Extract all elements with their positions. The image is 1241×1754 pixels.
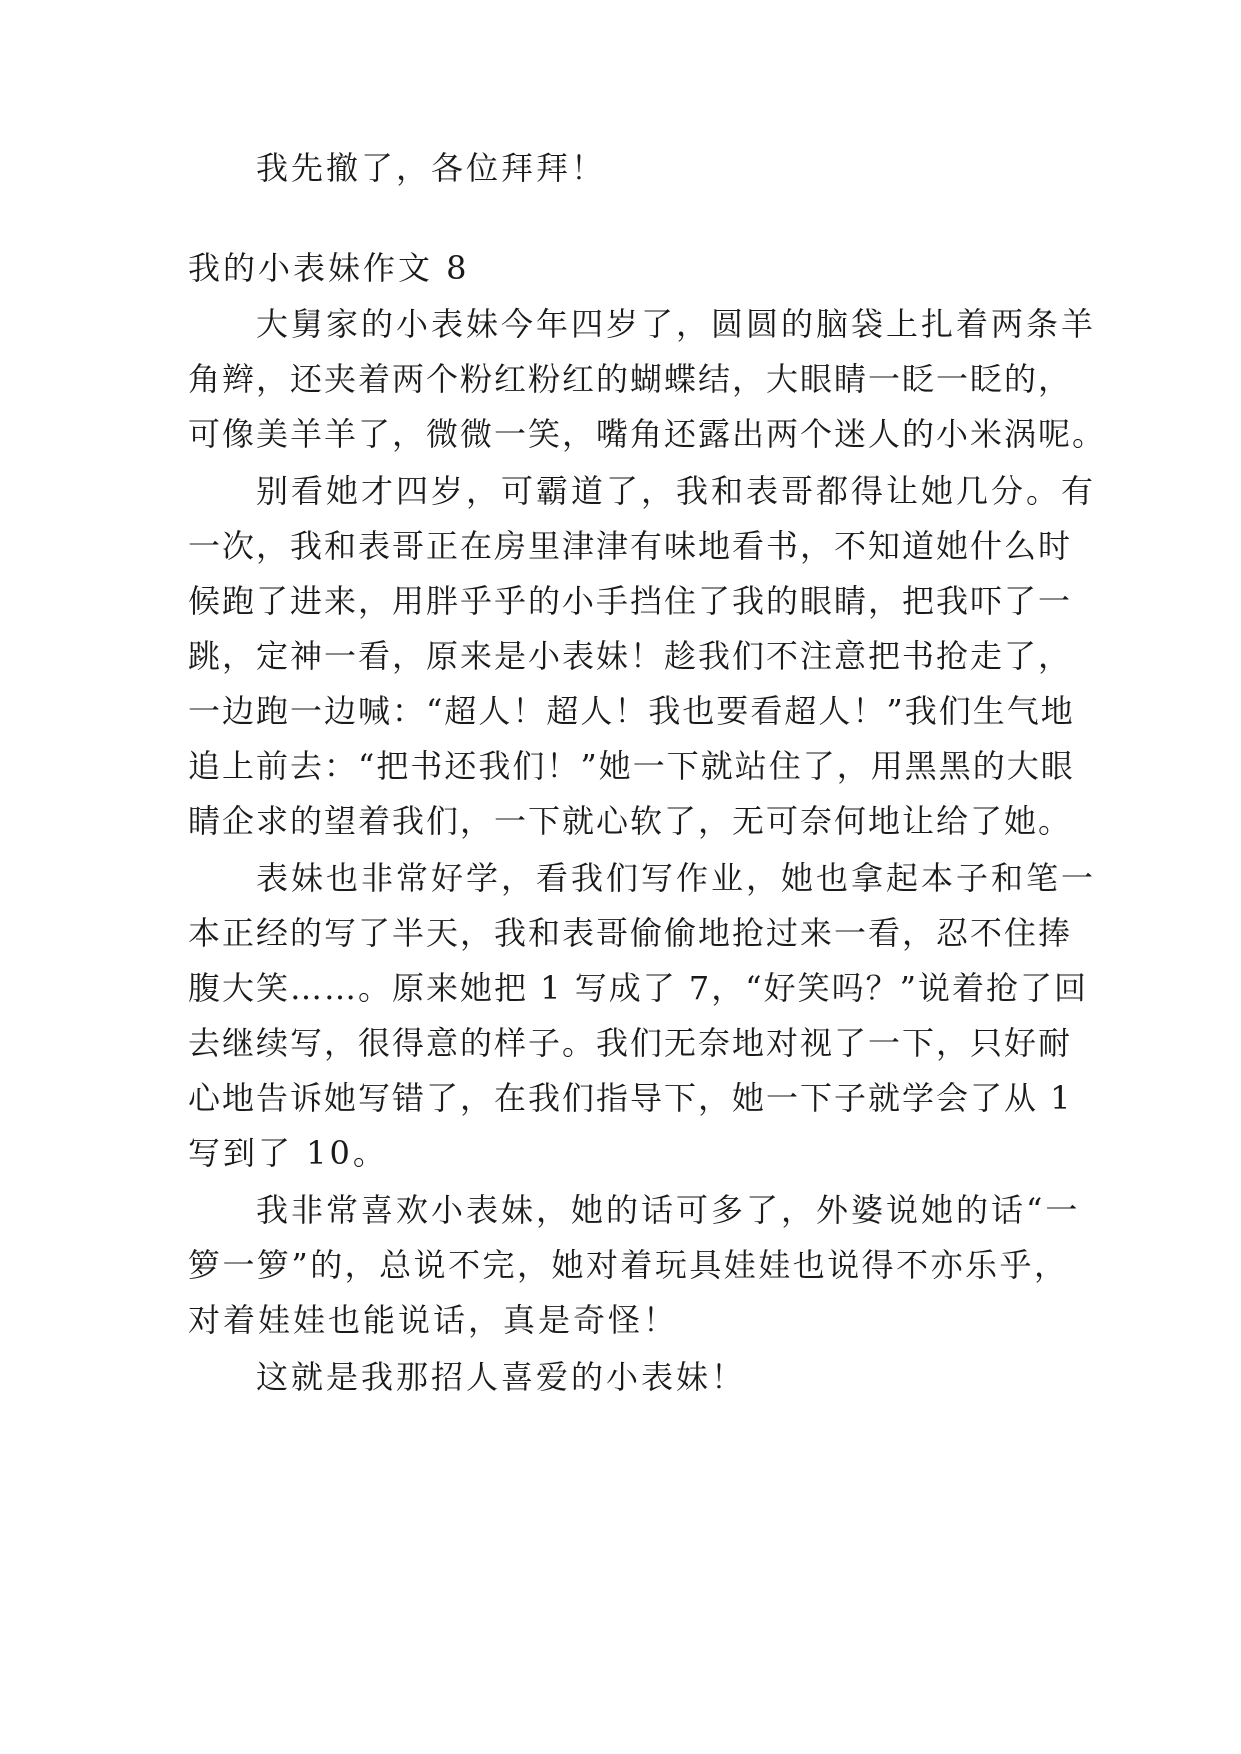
paragraph-4-line-1: 我非常喜欢小表妹，她的话可多了，外婆说她的话“一	[256, 1191, 1081, 1229]
paragraph-3-line-3: 腹大笑……。原来她把 1 写成了 7，“好笑吗？”说着抢了回	[188, 969, 1088, 1007]
paragraph-1-line-2: 角辫，还夹着两个粉红粉红的蝴蝶结，大眼睛一眨一眨的，	[188, 360, 1073, 398]
paragraph-2-line-4: 跳，定神一看，原来是小表妹！趁我们不注意把书抢走了，	[188, 637, 1073, 675]
paragraph-4-line-3: 对着娃娃也能说话，真是奇怪！	[188, 1301, 679, 1339]
paragraph-3-line-6: 写到了 10。	[188, 1134, 388, 1172]
paragraph-3-line-2: 本正经的写了半天，我和表哥偷偷地抢过来一看，忍不住捧	[188, 914, 1073, 952]
paragraph-2-line-6: 追上前去：“把书还我们！”她一下就站住了，用黑黑的大眼	[188, 747, 1075, 785]
paragraph-1-line-3: 可像美羊羊了，微微一笑，嘴角还露出两个迷人的小米涡呢。	[188, 415, 1107, 453]
paragraph-2-line-2: 一次，我和表哥正在房里津津有味地看书，不知道她什么时	[188, 527, 1073, 565]
paragraph-2-line-1: 别看她才四岁，可霸道了，我和表哥都得让她几分。有	[256, 472, 1097, 510]
paragraph-3-line-4: 去继续写，很得意的样子。我们无奈地对视了一下，只好耐	[188, 1024, 1073, 1062]
paragraph-2-line-5: 一边跑一边喊：“超人！超人！我也要看超人！”我们生气地	[188, 692, 1075, 730]
essay-title: 我的小表妹作文 8	[188, 249, 470, 287]
closing-line: 我先撤了，各位拜拜！	[256, 149, 607, 187]
paragraph-1-line-1: 大舅家的小表妹今年四岁了，圆圆的脑袋上扎着两条羊	[256, 305, 1097, 343]
paragraph-3-line-5: 心地告诉她写错了，在我们指导下，她一下子就学会了从 1	[188, 1079, 1073, 1117]
paragraph-2-line-7: 睛企求的望着我们，一下就心软了，无可奈何地让给了她。	[188, 802, 1073, 840]
paragraph-4-line-2: 箩一箩”的，总说不完，她对着玩具娃娃也说得不亦乐乎，	[188, 1246, 1068, 1284]
paragraph-5-line-1: 这就是我那招人喜爱的小表妹！	[256, 1358, 747, 1396]
paragraph-3-line-1: 表妹也非常好学，看我们写作业，她也拿起本子和笔一	[256, 859, 1097, 897]
paragraph-2-line-3: 候跑了进来，用胖乎乎的小手挡住了我的眼睛，把我吓了一	[188, 582, 1073, 620]
